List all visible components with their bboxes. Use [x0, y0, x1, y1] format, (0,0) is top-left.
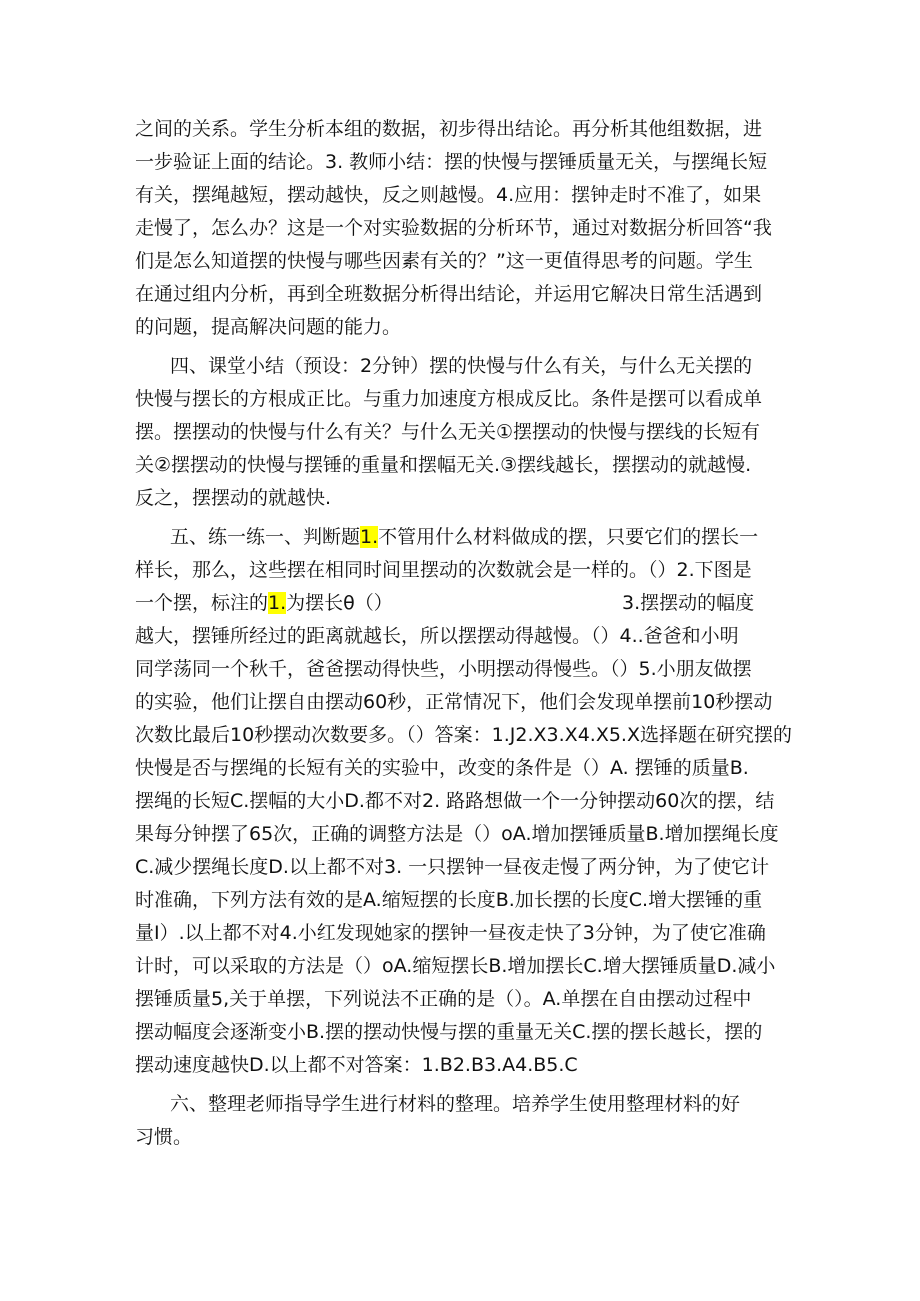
- text-line: 样长，那么，这些摆在相同时间里摆动的次数就会是一样的。（）2.下图是: [135, 559, 752, 581]
- highlighted-number: 1.: [268, 592, 287, 614]
- text-line: [135, 592, 795, 614]
- line-text: 不管用什么材料做成的摆，只要它们的摆长一: [378, 526, 759, 548]
- section-heading-line: [170, 526, 795, 548]
- text-line: 关②摆摆动的快慢与摆锤的重量和摆幅无关.③摆线越长，摆摆动的就越慢.: [135, 454, 752, 476]
- line-text: 为摆长θ（）: [286, 592, 393, 614]
- text-line: 走慢了，怎么办？这是一个对实验数据的分析环节，通过对数据分析回答“我: [135, 217, 772, 239]
- line-text: 一个摆，标注的: [135, 592, 269, 614]
- text-line: 计时，可以采取的方法是（）oA.缩短摆长B.增加摆长C.增大摆锤质量D.减小: [135, 955, 776, 977]
- text-line: 们是怎么知道摆的快慢与哪些因素有关的？”这一更值得思考的问题。学生: [135, 250, 753, 272]
- text-line: 摆动幅度会逐渐变小B.摆的摆动快慢与摆的重量无关C.摆的摆长越长，摆的: [135, 1021, 763, 1043]
- text-line: 摆锤质量5,关于单摆，下列说法不正确的是（）。A.单摆在自由摆动过程中: [135, 988, 752, 1010]
- text-line: 摆绳的长短C.摆幅的大小D.都不对2. 路路想做一个一分钟摆动60次的摆，结: [135, 790, 775, 812]
- text-line: 次数比最后10秒摆动次数要多。（）答案：1.J2.X3.X4.X5.X选择题在研究摆的: [135, 724, 792, 746]
- text-line: 果每分钟摆了65次，正确的调整方法是（）oA.增加摆锤质量B.增加摆绳长度: [135, 823, 779, 845]
- text-line: 快慢是否与摆绳的长短有关的实验中，改变的条件是（）A. 摆锤的质量B.: [135, 757, 749, 779]
- text-line: 有关，摆绳越短，摆动越快，反之则越慢。4.应用：摆钟走时不准了，如果: [135, 184, 762, 206]
- text-line: 时准确，下列方法有效的是A.缩短摆的长度B.加长摆的长度C.增大摆锤的重: [135, 889, 763, 911]
- text-line: 摆。摆摆动的快慢与什么有关？与什么无关①摆摆动的快慢与摆线的长短有: [135, 421, 761, 443]
- text-line: 快慢与摆长的方根成正比。与重力加速度方根成反比。条件是摆可以看成单: [135, 388, 763, 410]
- text-line: 量I）.以上都不对4.小红发现她家的摆钟一昼夜走快了3分钟，为了使它准确: [135, 922, 766, 944]
- text-line: 一步验证上面的结论。3. 教师小结：摆的快慢与摆锤质量无关，与摆绳长短: [135, 151, 768, 173]
- text-line: 同学荡同一个秋千，爸爸摆动得快些，小明摆动得慢些。（）5.小朋友做摆: [135, 658, 752, 680]
- text-line: 的实验，他们让摆自由摆动60秒，正常情况下，他们会发现单摆前10秒摆动: [135, 691, 773, 713]
- text-line: 的问题，提高解决问题的能力。: [135, 316, 402, 338]
- line-text-right: 3.摆摆动的幅度: [622, 592, 755, 614]
- text-line: 反之，摆摆动的就越快.: [135, 487, 332, 509]
- text-line: C.减少摆绳长度D.以上都不对3. 一只摆钟一昼夜走慢了两分钟，为了使它计: [135, 856, 770, 878]
- section-heading-line: 六、整理老师指导学生进行材料的整理。培养学生使用整理材料的好: [170, 1093, 741, 1115]
- text-line: 习惯。: [135, 1126, 193, 1148]
- text-line: 摆动速度越快D.以上都不对答案：1.B2.B3.A4.B5.C: [135, 1054, 578, 1076]
- line-text: 五、练一练一、判断题: [170, 526, 361, 548]
- text-line: 在通过组内分析，再到全班数据分析得出结论，并运用它解决日常生活遇到: [135, 283, 763, 305]
- text-line: 之间的关系。学生分析本组的数据，初步得出结论。再分析其他组数据，进: [135, 118, 763, 140]
- highlighted-number: 1.: [360, 526, 379, 548]
- text-line: 越大，摆锤所经过的距离就越长，所以摆摆动得越慢。（）4..爸爸和小明: [135, 625, 739, 647]
- section-heading-line: 四、课堂小结（预设：2分钟）摆的快慢与什么有关，与什么无关摆的: [170, 355, 753, 377]
